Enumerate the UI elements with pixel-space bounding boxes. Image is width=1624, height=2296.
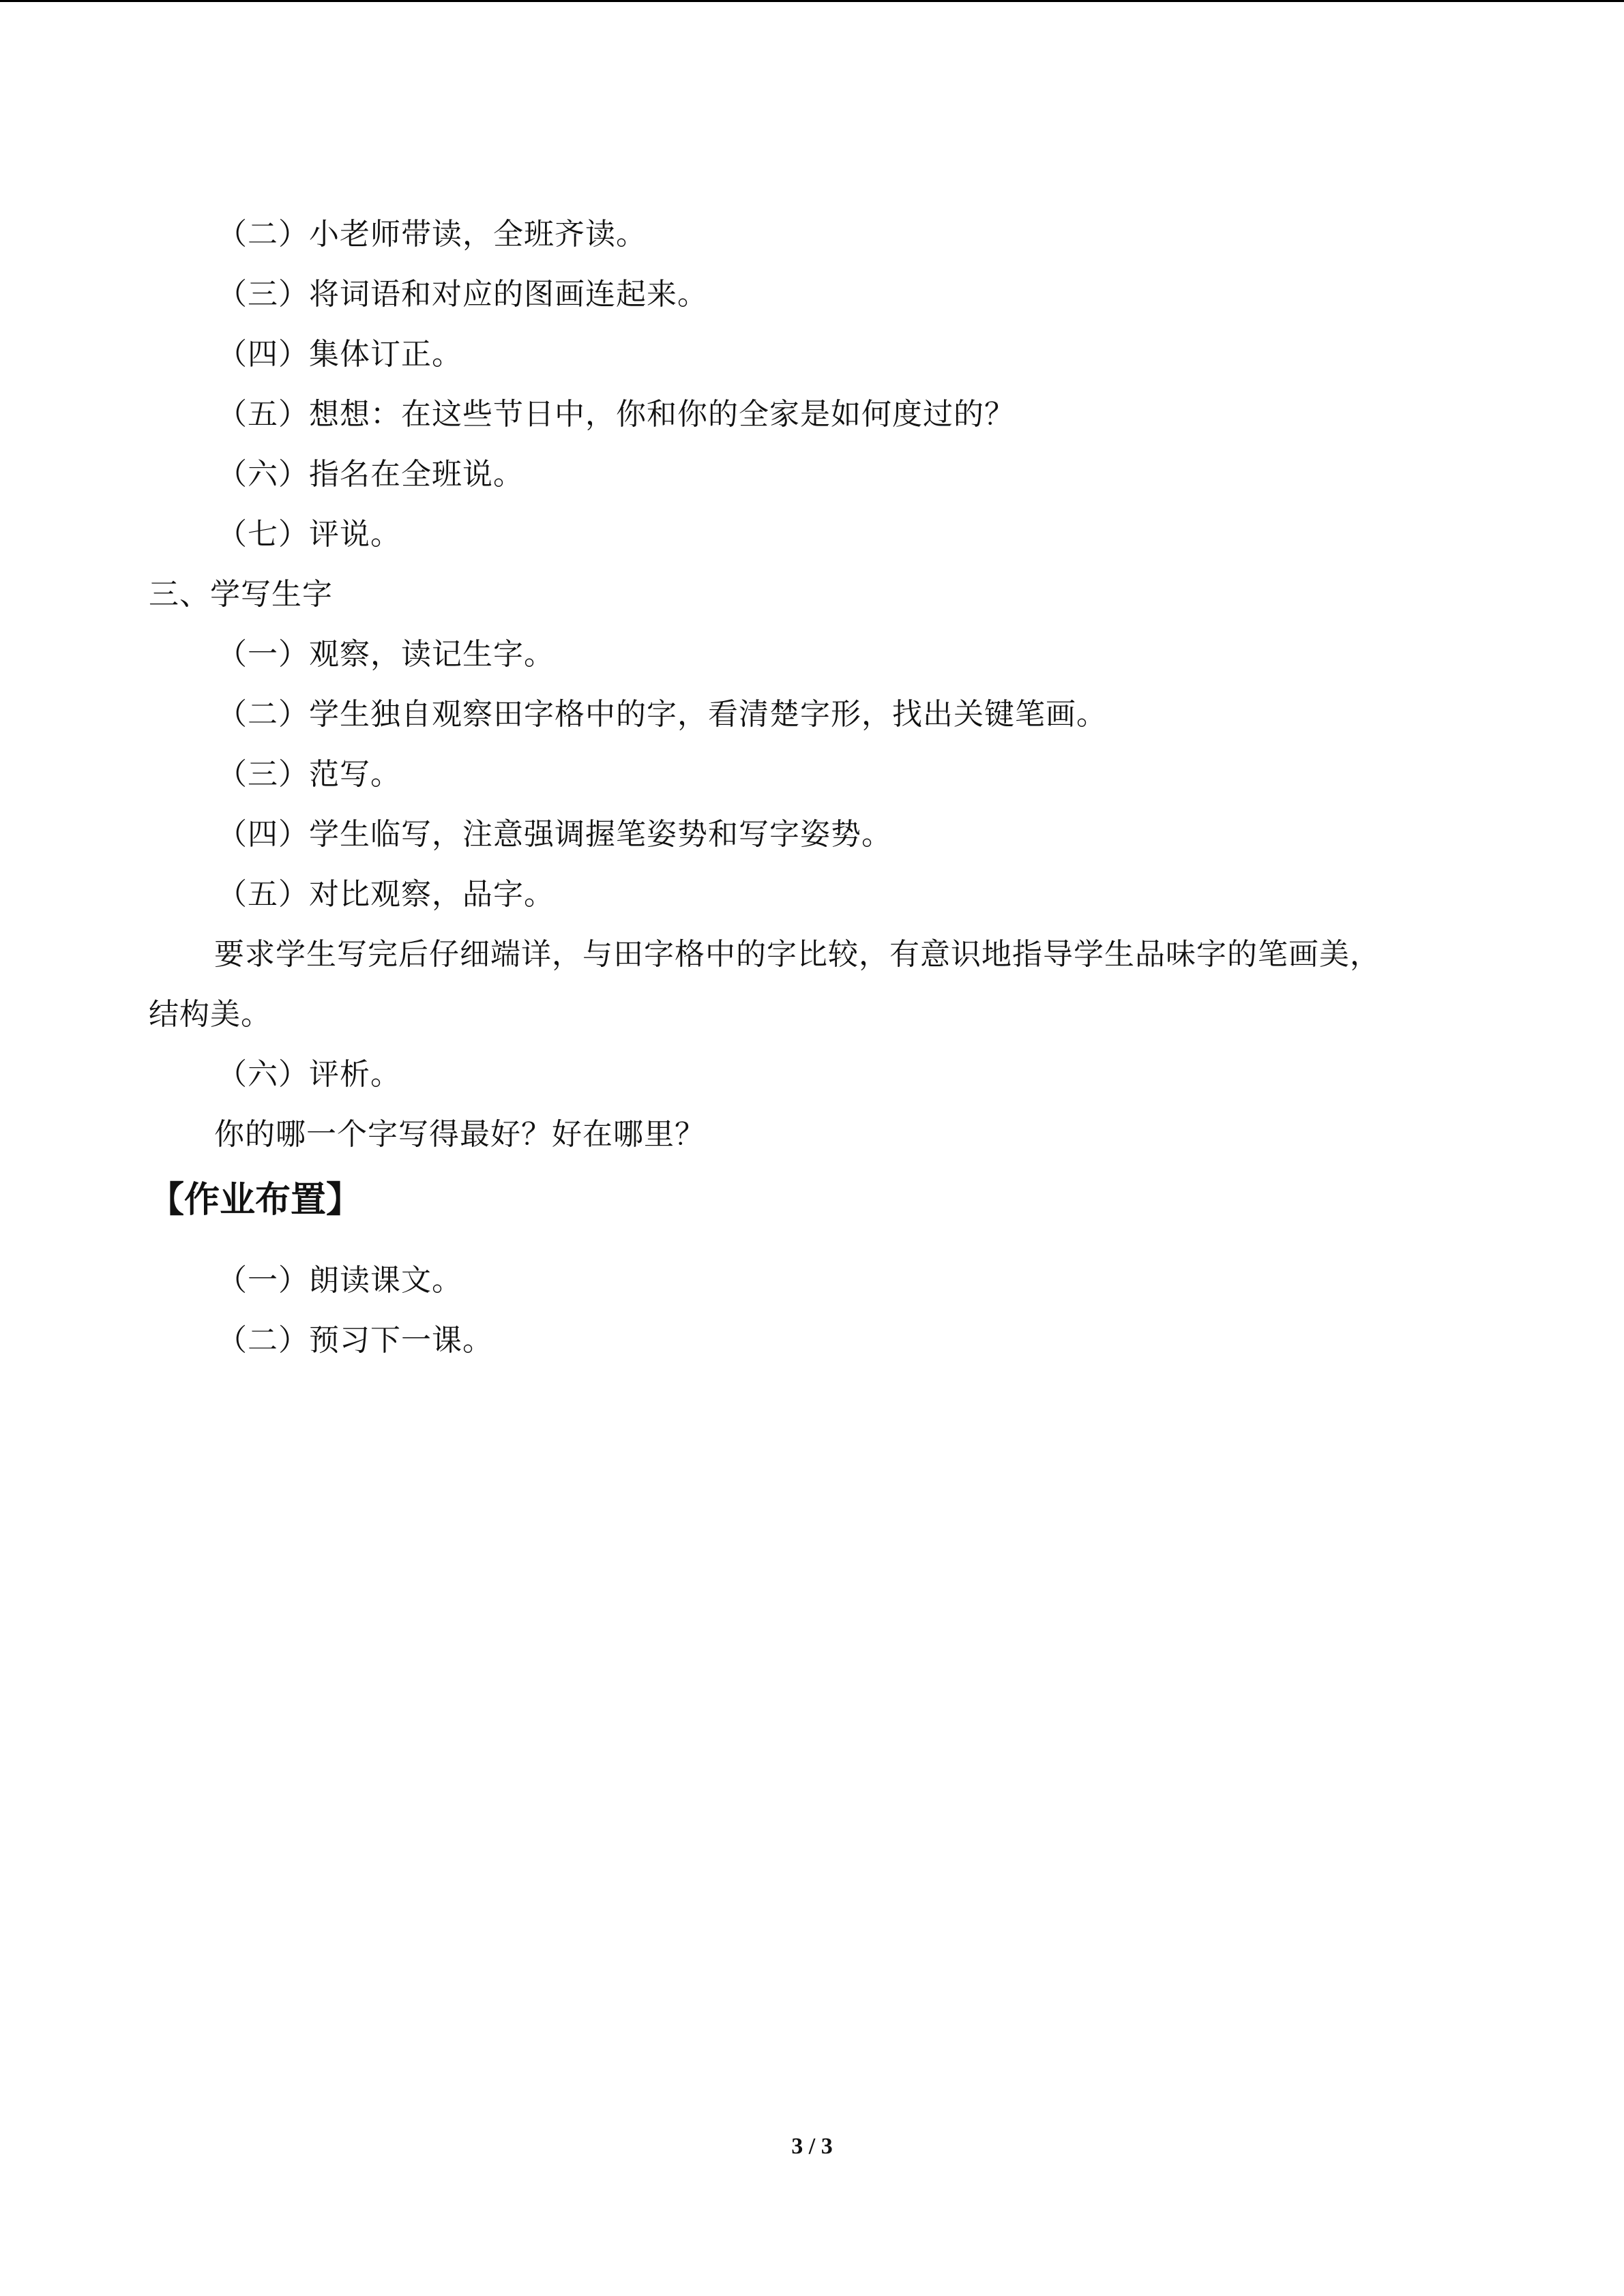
text-line: （六）指名在全班说。 — [217, 457, 524, 492]
page-number: 3 / 3 — [791, 2134, 833, 2159]
text-line: （三）将词语和对应的图画连起来。 — [217, 277, 708, 312]
text-line: （二）学生独自观察田字格中的字，看清楚字形，找出关键笔画。 — [217, 697, 1107, 732]
top-border-line — [0, 0, 1624, 2]
text-line: （六）评析。 — [217, 1057, 401, 1092]
section-title: 三、学写生字 — [149, 577, 333, 612]
text-line: （七）评说。 — [217, 517, 401, 552]
text-line: （五）想想：在这些节日中，你和你的全家是如何度过的？ — [217, 397, 1015, 432]
paragraph-line: 结构美。 — [149, 997, 271, 1032]
text-line: （四）学生临写，注意强调握笔姿势和写字姿势。 — [217, 817, 892, 852]
homework-line: （二）预习下一课。 — [217, 1323, 493, 1358]
text-line: （五）对比观察，品字。 — [217, 877, 555, 912]
text-line: （四）集体订正。 — [217, 337, 462, 372]
text-line: （二）小老师带读，全班齐读。 — [217, 217, 647, 252]
homework-heading: 【作业布置】 — [149, 1180, 362, 1221]
paragraph-line: 要求学生写完后仔细端详，与田字格中的字比较，有意识地指导学生品味字的笔画美， — [214, 937, 1381, 972]
text-line: （一）观察，读记生字。 — [217, 637, 555, 672]
homework-line: （一）朗读课文。 — [217, 1263, 462, 1298]
text-line: （三）范写。 — [217, 757, 401, 792]
paragraph-line: 你的哪一个字写得最好？好在哪里？ — [214, 1117, 705, 1152]
